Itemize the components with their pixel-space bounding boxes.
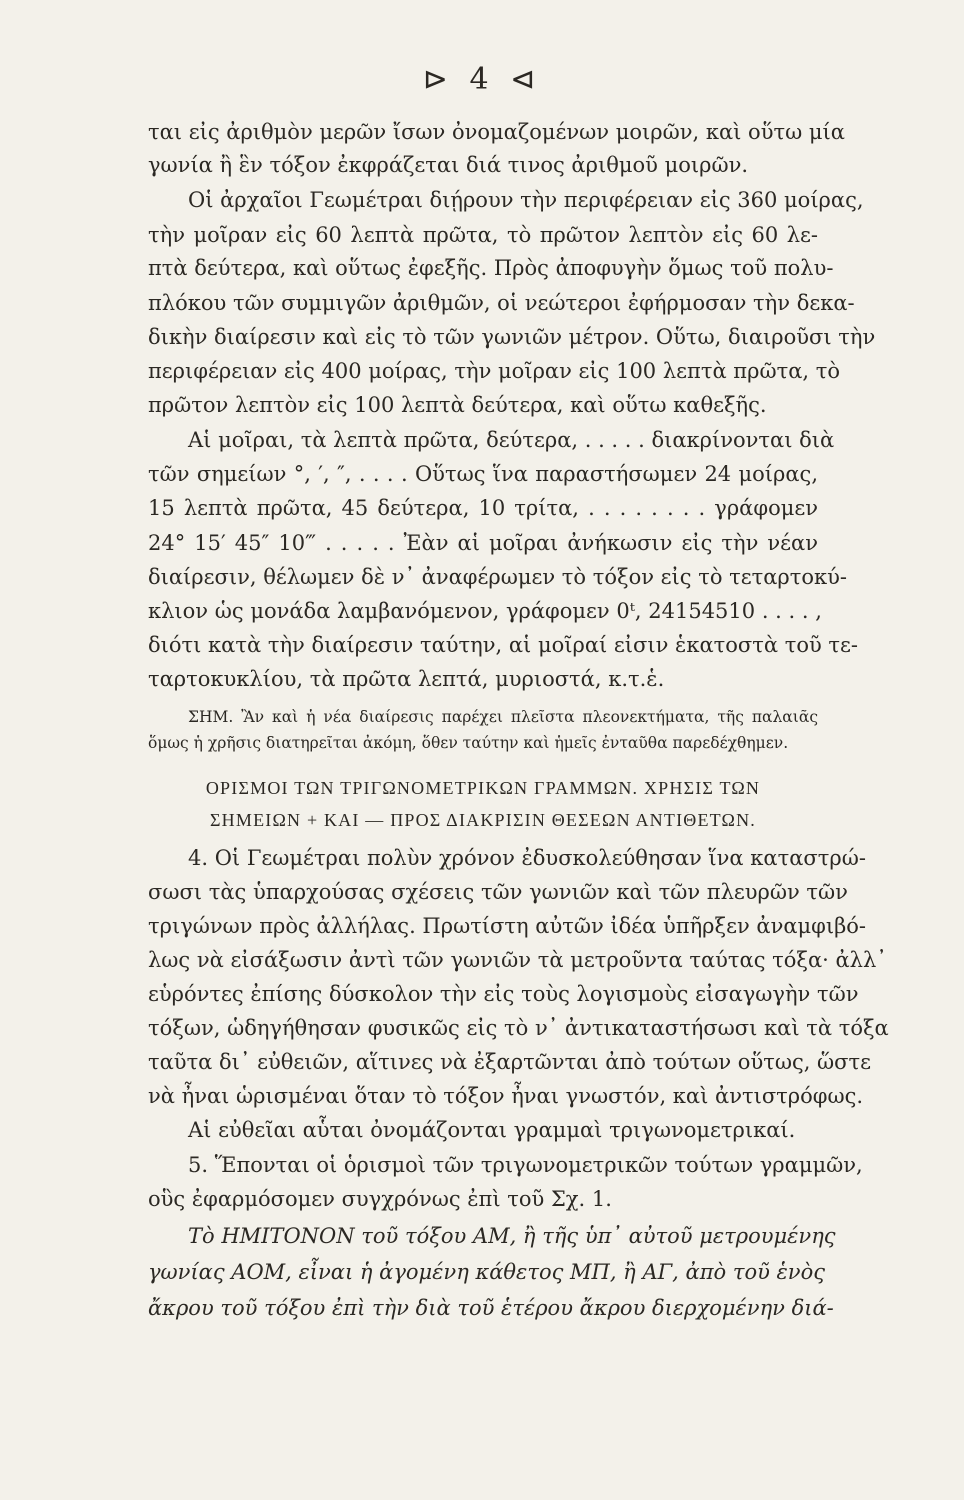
note-line: ΣΗΜ. Ἂν καὶ ἡ νέα διαίρεσις παρέχει πλεῖστα πλεονεκτήματα, τῆς παλαιᾶς bbox=[188, 708, 818, 726]
text-line: Οἱ ἀρχαῖοι Γεωμέτραι διῄρουν τὴν περιφέρειαν εἰς 360 μοίρας, bbox=[188, 188, 864, 212]
text-line: Αἱ εὐθεῖαι αὗται ὀνομάζονται γραμμαὶ τριγωνομετρικαί. bbox=[188, 1118, 796, 1142]
text-line: τῶν σημείων °, ′, ″, . . . . Οὕτως ἵνα παραστήσωμεν 24 μοίρας, bbox=[148, 462, 818, 486]
text-line: περιφέρειαν εἰς 400 μοίρας, τὴν μοῖραν εἰς 100 λεπτὰ πρῶτα, τὸ bbox=[148, 359, 840, 383]
text-line: νὰ ἦναι ὡρισμέναι ὅταν τὸ τόξον ἦναι γνωστόν, καὶ ἀντιστρόφως. bbox=[148, 1084, 864, 1108]
text-line: σωσι τὰς ὑπαρχούσας σχέσεις τῶν γωνιῶν καὶ τῶν πλευρῶν τῶν bbox=[148, 880, 848, 904]
text-line: εὑρόντες ἐπίσης δύσκολον τὴν εἰς τοὺς λογισμοὺς εἰσαγωγὴν τῶν bbox=[148, 982, 859, 1006]
text-line: τόξων, ὡδηγήθησαν φυσικῶς εἰς τὸ ν᾽ ἀντικαταστήσωσι καὶ τὰ τόξα bbox=[148, 1016, 889, 1040]
text-line: οὓς ἐφαρμόσομεν συγχρόνως ἐπὶ τοῦ Σχ. 1. bbox=[148, 1187, 612, 1211]
text-line: 5. Ἕπονται οἱ ὁρισμοὶ τῶν τριγωνομετρικῶν τούτων γραμμῶν, bbox=[188, 1153, 863, 1177]
text-line: γωνία ἢ ἓν τόξον ἐκφράζεται διά τινος ἀριθμοῦ μοιρῶν. bbox=[148, 153, 749, 177]
text-line: τριγώνων πρὸς ἀλλήλας. Πρωτίστη αὐτῶν ἰδέα ὑπῆρξεν ἀναμφιβό- bbox=[148, 914, 866, 938]
text-line: ταῦτα δι᾽ εὐθειῶν, αἵτινες νὰ ἐξαρτῶνται ἀπὸ τούτων οὕτως, ὥστε bbox=[148, 1050, 872, 1074]
text-line: πρῶτον λεπτὸν εἰς 100 λεπτὰ δεύτερα, καὶ οὕτω καθεξῆς. bbox=[148, 393, 767, 417]
text-line: κλιον ὡς μονάδα λαμβανόμενον, γράφομεν 0ᵗ, 24154510 . . . . , bbox=[148, 599, 822, 623]
text-line: τὴν μοῖραν εἰς 60 λεπτὰ πρῶτα, τὸ πρῶτον λεπτὸν εἰς 60 λε- bbox=[148, 223, 818, 247]
text-line: λως νὰ εἰσάξωσιν ἀντὶ τῶν γωνιῶν τὰ μετροῦντα ταύτας τόξα· ἀλλ᾽ bbox=[148, 948, 887, 972]
text-line: διαίρεσιν, θέλωμεν δὲ ν᾽ ἀναφέρωμεν τὸ τόξον εἰς τὸ τεταρτοκύ- bbox=[148, 565, 848, 589]
note-line: ὅμως ἡ χρῆσις διατηρεῖται ἀκόμη, ὅθεν ταύτην καὶ ἡμεῖς ἐνταῦθα παρεδέχθημεν. bbox=[148, 734, 789, 752]
text-line: γωνίας ΑΟΜ, εἶναι ἡ ἀγομένη κάθετος ΜΠ, ἢ ΑΓ, ἀπὸ τοῦ ἑνὸς bbox=[148, 1260, 825, 1284]
text-line: δικὴν διαίρεσιν καὶ εἰς τὸ τῶν γωνιῶν μέτρον. Οὕτω, διαιροῦσι τὴν bbox=[148, 325, 876, 349]
text-line: ται εἰς ἀριθμὸν μερῶν ἴσων ὀνομαζομένων μοιρῶν, καὶ οὕτω μία bbox=[148, 120, 845, 144]
text-line: πτὰ δεύτερα, καὶ οὕτως ἐφεξῆς. Πρὸς ἀποφυγὴν ὅμως τοῦ πολυ- bbox=[148, 256, 834, 280]
text-line: 15 λεπτὰ πρῶτα, 45 δεύτερα, 10 τρίτα, . . . . . . . . γράφομεν bbox=[148, 496, 818, 520]
section-heading-line: ΟΡΙΣΜΟΙ ΤΩΝ ΤΡΙΓΩΝΟΜΕΤΡΙΚΩΝ ΓΡΑΜΜΩΝ. ΧΡΗΣΙΣ ΤΩΝ bbox=[205, 778, 761, 798]
text-line: 24° 15′ 45″ 10‴ . . . . . Ἐὰν αἱ μοῖραι ἀνήκωσιν εἰς τὴν νέαν bbox=[148, 531, 818, 555]
text-line: Τὸ ΗΜΙΤΟΝΟΝ τοῦ τόξου ΑΜ, ἢ τῆς ὑπ᾽ αὐτοῦ μετρουμένης bbox=[188, 1224, 836, 1248]
text-line: ἄκρου τοῦ τόξου ἐπὶ τὴν διὰ τοῦ ἑτέρου ἄκρου διερχομένην διά- bbox=[148, 1296, 834, 1320]
text-line: διότι κατὰ τὴν διαίρεσιν ταύτην, αἱ μοῖραί εἰσιν ἑκατοστὰ τοῦ τε- bbox=[148, 633, 858, 657]
text-line: 4. Οἱ Γεωμέτραι πολὺν χρόνον ἐδυσκολεύθησαν ἵνα καταστρώ- bbox=[188, 846, 866, 870]
page-number: ⊳ 4 ⊲ bbox=[422, 62, 542, 97]
text-line: ταρτοκυκλίου, τὰ πρῶτα λεπτά, μυριοστά, κ.τ.ἑ. bbox=[148, 667, 665, 691]
text-line: πλόκου τῶν συμμιγῶν ἀριθμῶν, οἱ νεώτεροι ἐφήρμοσαν τὴν δεκα- bbox=[148, 291, 855, 315]
text-line: Αἱ μοῖραι, τὰ λεπτὰ πρῶτα, δεύτερα, . . . . . διακρίνονται διὰ bbox=[188, 428, 835, 452]
section-heading-line: ΣΗΜΕΙΩΝ + ΚΑΙ — ΠΡΟΣ ΔΙΑΚΡΙΣΙΝ ΘΕΣΕΩΝ ΑΝΤΙΘΕΤΩΝ. bbox=[210, 810, 756, 830]
